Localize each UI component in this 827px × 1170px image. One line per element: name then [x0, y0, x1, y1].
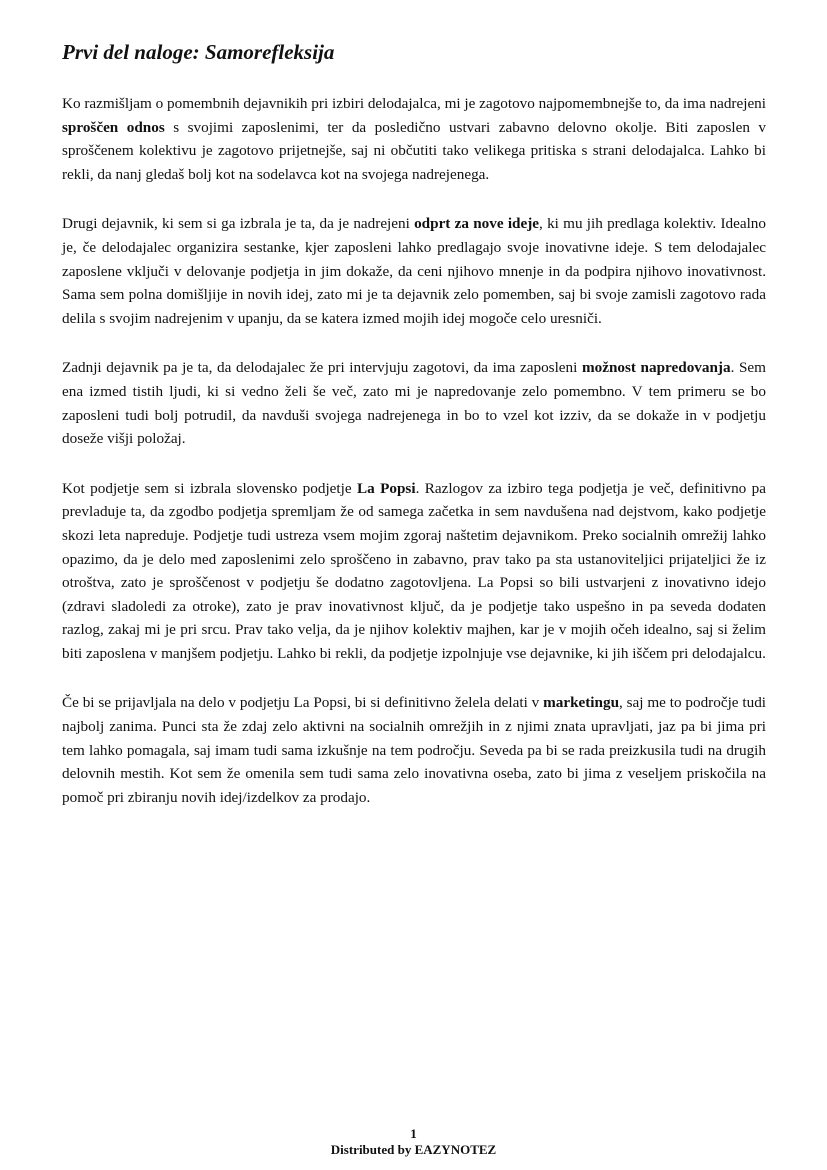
bold-phrase: odprt za nove ideje: [414, 215, 540, 233]
text-segment: Drugi dejavnik, ki sem si ga izbrala je ta, da je nadrejeni: [62, 215, 415, 233]
text-segment: Kot podjetje sem si izbrala slovensko podjetje: [62, 479, 357, 497]
page-number: 1: [410, 1126, 417, 1141]
text-segment: Ko razmišljam o pomembnih dejavnikih pri izbiri delodajalca, mi je zagotovo najpomembnejše to, da ima nadrejeni: [62, 95, 766, 112]
document-body: [62, 92, 766, 835]
paragraph-1: [62, 92, 766, 186]
bold-phrase: sproščen odnos: [62, 118, 165, 136]
text-segment: . Sem ena izmed tistih ljudi, ki si vedno želi še več, zato mi je napredovanje zelo pomembno. V tem primeru se bo zaposleni tudi bolj potrudil, da navduši svojega nadrejenega in bo to vzel kot izziv, da se dokaže in v podjetju doseže višji položaj.: [62, 359, 766, 448]
paragraph-4: [62, 477, 766, 666]
distributed-by-note: Distributed by EAZYNOTEZ: [330, 1142, 497, 1157]
paragraph-3: [62, 356, 766, 450]
text-segment: , ki mu jih predlaga kolektiv. Idealno je, če delodajalec organizira sestanke, kjer zaposleni lahko predlagajo svoje inovativne ideje. S tem delodajalec zaposlene vključi v delovanje podjetja in jim dokaže, da ceni njihovo mnenje in da podpira njihovo inovativnost. Sama sem polna domišljije in novih idej, zato mi je ta dejavnik zelo pomemben, saj bi svoje zamisli zagotovo rada delila s svojim nadrejenim v upanju, da se katera izmed mojih idej mogoče celo uresniči.: [62, 215, 766, 327]
page-footer: [0, 1126, 827, 1158]
text-segment: Če bi se prijavljala na delo v podjetju La Popsi, bi si definitivno želela delati v: [62, 694, 544, 712]
paragraph-2: [62, 212, 766, 330]
text-segment: Zadnji dejavnik pa je ta, da delodajalec že pri intervjuju zagotovi, da ima zaposleni: [62, 359, 582, 377]
paragraph-5: [62, 691, 766, 809]
text-segment: , saj me to področje tudi najbolj zanima. Punci sta že zdaj zelo aktivni na socialnih omrežjih in z njimi znata upravljati, jaz pa bi jima pri tem lahko pomagala, saj imam tudi sama izkušnje na tem področju. Seveda pa bi se rada preizkusila tudi na drugih delovnih mestih. Kot sem že omenila sem tudi sama zelo inovativna oseba, zato bi jima z veseljem priskočila na pomoč pri zbiranju novih idej/izdelkov za prodajo.: [62, 694, 767, 806]
text-segment: . Razlogov za izbiro tega podjetja je več, definitivno pa prevladuje ta, da zgodbo podjetja spremljam že od samega začetka in sem navdušena nad dejstvom, kako podjetje skozi leta napreduje. Podjetje tudi ustreza vsem mojim zgoraj naštetim dejavnikom. Preko socialnih omrežij lahko opazimo, da je delo med zaposlenimi zelo sproščeno in zabavno, prav tako pa sta ustanoviteljici prijateljici že iz otroštva, zato je sproščenost v podjetju še dodatno zagotovljena. La Popsi so bili ustvarjeni z inovativno idejo (zdravi sladoledi za otroke), zato je prav inovativnost ključ, da je podjetje tako uspešno in pa seveda dodaten razlog, zakaj mi je pri srcu. Prav tako velja, da je njihov kolektiv majhen, kar je v mojih očeh idealno, saj si želim biti zaposlena v manjšem podjetju. Lahko bi rekli, da podjetje izpolnjuje vse dejavnike, ki jih iščem pri delodajalcu.: [62, 479, 766, 662]
text-segment: s svojimi zaposlenimi, ter da posledično ustvari zabavno delovno okolje. Biti zaposlen v sproščenem kolektivu je zagotovo prijetnejše, saj ni občutiti tako velikega pritiska s strani delodajalca. Lahko bi rekli, da nanj gledaš bolj kot na sodelavca kot na svojega nadrejenega.: [62, 118, 766, 183]
bold-phrase: marketingu: [543, 694, 620, 712]
page-title: Prvi del naloge: Samorefleksija: [62, 40, 335, 64]
bold-phrase: možnost napredovanja: [581, 359, 731, 377]
bold-phrase: La Popsi: [357, 479, 416, 497]
